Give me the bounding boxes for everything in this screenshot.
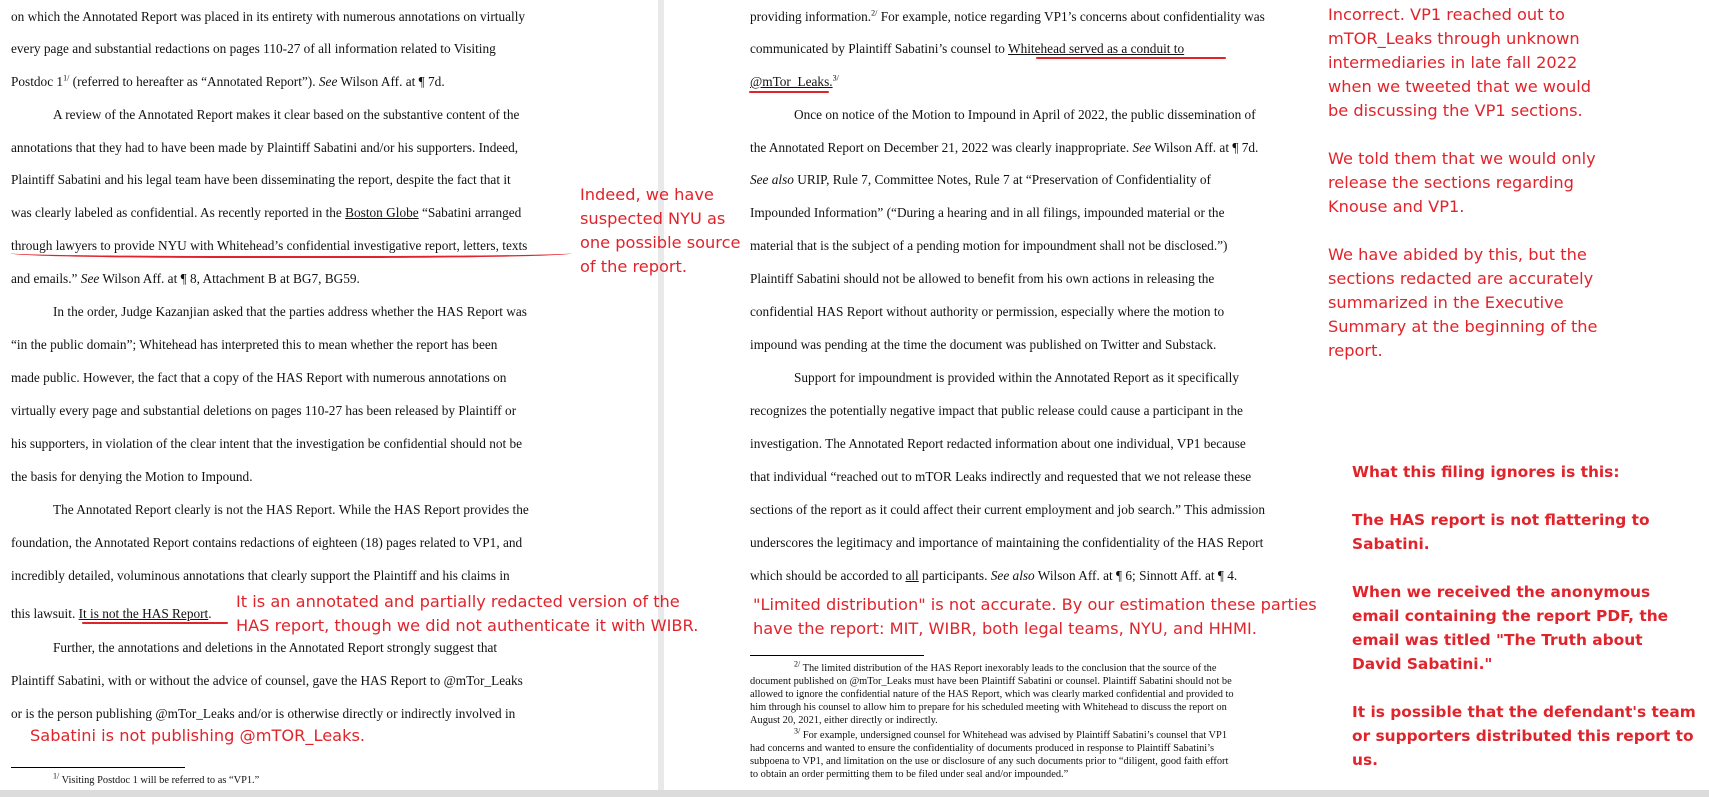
publication-name: Boston Globe <box>345 205 419 220</box>
body-line: Support for impoundment is provided within the Annotated Report as it specifically <box>794 370 1240 385</box>
body-line: made public. However, the fact that a copy of the HAS Report with numerous annotations on <box>11 370 507 385</box>
body-line: through lawyers to provide NYU with Whitehead’s confidential investigative report, letters, texts <box>11 238 528 253</box>
document-page-left <box>0 0 660 797</box>
footnote-line: subpoena to VP1, and limitation on the use or disclosure of any such documents prior to “diligent, good faith effort <box>750 756 1229 767</box>
body-line: that individual “reached out to mTOR Leaks indirectly and requested that we not release these <box>750 469 1252 484</box>
window-bottom-edge <box>0 790 1709 797</box>
red-underline-mark <box>1036 57 1226 59</box>
body-line: the Annotated Report on December 21, 2022 was clearly inappropriate. See Wilson Aff. at ¶ 7d. <box>750 140 1259 155</box>
annotation-not-publishing: Sabatini is not publishing @mTOR_Leaks. <box>30 726 366 745</box>
footnote: $^{3/}$ For example, undersigned counsel for Whitehead was advised by Plaintiff Sabatini’s counsel that VP1 <box>794 726 1228 741</box>
annotation-annotated-version: It is an annotated and partially redacted version of the HAS report, though we did not authenticate it with WIBR. <box>236 592 699 635</box>
document-page-right <box>664 0 1324 797</box>
body-line: @mTor_Leaks.$^{3/}$ <box>750 73 839 89</box>
body-line: annotations that they had to have been made by Plaintiff Sabatini and/or his supporters. Indeed, <box>11 140 519 155</box>
red-underline-mark <box>10 246 572 258</box>
body-line: Impounded Information” (“During a hearing and in all filings, impounded material or the <box>750 205 1225 220</box>
body-line: See also URIP, Rule 7, Committee Notes, Rule 7 at “Preservation of Confidentiality of <box>750 172 1211 187</box>
body-line: and emails.” See Wilson Aff. at ¶ 8, Attachment B at BG7, BG59. <box>11 271 360 286</box>
footnote: $^{1/}$ Visiting Postdoc 1 will be referred to as “VP1.” <box>53 771 260 786</box>
body-line: recognizes the potentially negative impact that public release could cause a participant in the <box>750 403 1243 418</box>
body-line: The Annotated Report clearly is not the HAS Report. While the HAS Report provides the <box>53 502 529 517</box>
body-line: Plaintiff Sabatini and his legal team have been disseminating the report, despite the fact that it <box>11 172 511 187</box>
body-line: Plaintiff Sabatini should not be allowed to benefit from his own actions in releasing the <box>750 271 1215 286</box>
footnote-ref: 1/ <box>63 73 70 83</box>
footnote-rule <box>750 655 924 656</box>
footnote-line: allowed to ignore the confidential nature of the HAS Report, which was clearly marked confidential and provided to <box>750 689 1234 700</box>
footnote-line: August 20, 2021, either directly or indirectly. <box>750 715 938 726</box>
body-line: his supporters, in violation of the clear intent that the investigation be confidential should not be <box>11 436 523 451</box>
body-line: Plaintiff Sabatini, with or without the advice of counsel, gave the HAS Report to @mTor_Leaks <box>11 673 523 688</box>
body-line: communicated by Plaintiff Sabatini’s counsel to Whitehead served as a conduit to <box>750 41 1185 56</box>
body-line: every page and substantial redactions on pages 110-27 of all information related to Visiting <box>11 41 496 56</box>
annotation-nyu-source: Indeed, we have suspected NYU as one possible source of the report. <box>580 185 741 276</box>
body-line: Once on notice of the Motion to Impound in April of 2022, the public dissemination of <box>794 107 1256 122</box>
body-line: underscores the legitimacy and importance of maintaining the confidentiality of the HAS Report <box>750 535 1264 550</box>
body-line: which should be accorded to all participants. See also Wilson Aff. at ¶ 6; Sinnott Aff. at ¶ 4. <box>750 568 1238 583</box>
body-line: foundation, the Annotated Report contains redactions of eighteen (18) pages related to VP1, and <box>11 535 523 550</box>
body-line: the basis for denying the Motion to Impound. <box>11 469 253 484</box>
footnote-rule <box>11 767 185 768</box>
body-line: providing information.$^{2/}$ For example, notice regarding VP1’s concerns about confidentiality was <box>750 8 1265 24</box>
footnote-ref: 2/ <box>871 8 878 18</box>
body-line: In the order, Judge Kazanjian asked that the parties address whether the HAS Report was <box>53 304 527 319</box>
body-line: material that is the subject of a pending motion for impoundment shall not be disclosed.”) <box>750 238 1228 253</box>
footnote-line: document published on @mTor_Leaks must have been Plaintiff Sabatini or counsel. Plaintiff Sabatini should not be <box>750 676 1232 687</box>
body-line: or is the person publishing @mTor_Leaks and/or is otherwise directly or indirectly involved in <box>11 706 516 721</box>
annotation-filing-ignores: What this filing ignores is this: The HAS report is not flattering to Sabatini. When we received the anonymous email containing the report PDF, the email was titled "The Truth about David Sabatini." It is possible that the defendant's team or supporters distributed this report to us. <box>1352 463 1696 769</box>
body-line: investigation. The Annotated Report redacted information about one individual, VP1 because <box>750 436 1246 451</box>
body-line: sections of the report as it could affect their current employment and job search.” This admission <box>750 502 1265 517</box>
footnote-line: to obtain an order permitting them to be filed under seal and/or impounded.” <box>750 769 1069 780</box>
annotation-limited-distribution: "Limited distribution" is not accurate. By our estimation these parties have the report: MIT, WIBR, both legal teams, NYU, and HHMI. <box>753 595 1317 638</box>
body-line: Further, the annotations and deletions in the Annotated Report strongly suggest that <box>53 640 498 655</box>
footnote-ref: 3/ <box>832 73 839 83</box>
footnote: $^{2/}$ The limited distribution of the HAS Report inexorably leads to the conclusion that the source of the <box>794 659 1217 674</box>
red-underline-mark <box>82 622 228 624</box>
body-line: was clearly labeled as confidential. As recently reported in the Boston Globe “Sabatini arranged <box>11 205 522 220</box>
body-line: on which the Annotated Report was placed in its entirety with numerous annotations on virtually <box>11 9 526 24</box>
footnote-line: him through his counsel to allow him to prepare for his scheduled meeting with Whitehead to discuss the report on <box>750 702 1227 713</box>
body-line: incredibly detailed, voluminous annotations that clearly support the Plaintiff and his claims in <box>11 568 510 583</box>
body-line: Postdoc $1^{1/}$ (referred to hereafter as “Annotated Report”). See Wilson Aff. at ¶ 7d. <box>11 73 445 89</box>
body-line: impound was pending at the time the document was published on Twitter and Substack. <box>750 337 1217 352</box>
red-underline-mark <box>749 91 829 93</box>
body-line: this lawsuit. It is not the HAS Report. <box>11 606 212 621</box>
body-line: virtually every page and substantial deletions on pages 110-27 has been released by Plaintiff or <box>11 403 517 418</box>
annotation-incorrect: Incorrect. VP1 reached out to mTOR_Leaks through unknown intermediaries in late fall 2022 when we tweeted that we would be discussing the VP1 sections. We told them that we would only release the sections regarding Knouse and VP1. We have abided by this, but the sections redacted are accurately summarized in the Executive Summary at the beginning of the report. <box>1328 5 1598 360</box>
footnote-line: had concerns and wanted to ensure the confidentiality of documents produced in response to Plaintiff Sabatini’s <box>750 743 1215 754</box>
body-line: confidential HAS Report without authority or permission, especially where the motion to <box>750 304 1225 319</box>
body-line: “in the public domain”; Whitehead has interpreted this to mean whether the report has been <box>11 337 498 352</box>
body-line: A review of the Annotated Report makes it clear based on the substantive content of the <box>53 107 520 122</box>
